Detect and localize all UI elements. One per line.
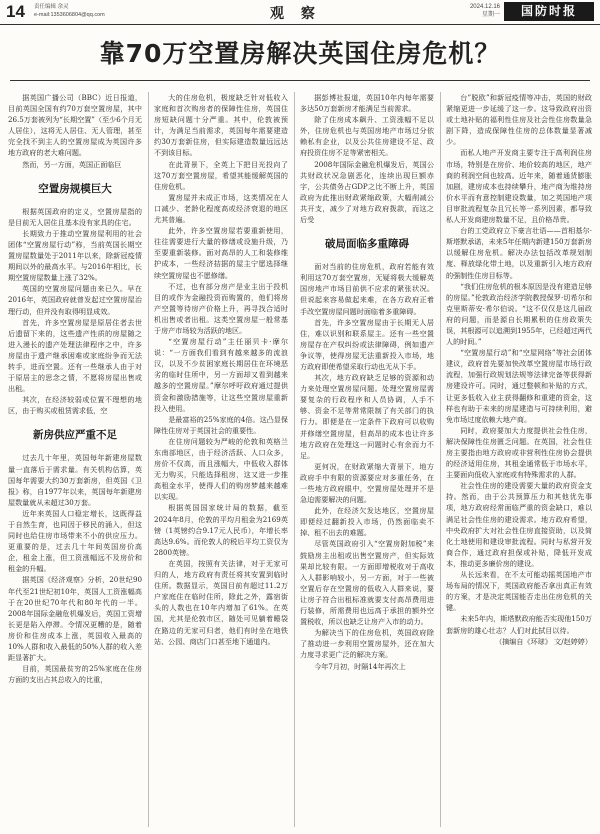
paragraph: “空置房屋行动”和“空屋网络”等社会团体建议，政府首先要加快改革空置房屋市场行政流程，加强行政规划法规等法律完备等获得新房建设许可。同时，通过整顿和补贴的方式，让更多低收入业主获得翻修和重建的资金，这样也有助于未来的房屋建造与可持续利用，避免市场过度依赖大地产商。 [446,348,592,424]
paragraph: 在住房问题较为严峻的伦敦和英格兰东南部地区，由于经济活跃、人口众多，房价不仅高，而且涨幅大，中低收入群体无力购买，只能选择租房，这又进一步推高租金水平，使得人们的购房梦越来越难以实现。 [154,436,288,502]
paragraph: 台的工党政府立下豪言壮语——首相基尔·斯塔默承诺，未来5年任期内新建150万套新房以缓解住房危机。解决办法包括改革规划制度、释放绿化带土地，以及重新引入地方政府的强制性住房目标等。 [446,226,592,280]
paragraph: 近年来英国人口稳定增长，这既得益于自然生育，也同因于移民的涌入，但这同时也给住房市场带来不小的供应压力。更重要的是，过去几十年间英国房价高企，租金上涨，但工资涨幅远不及房价和租金的升幅。 [8,508,142,574]
headline-rule [10,80,590,81]
issue-date-block [448,3,500,19]
editor-name: 责任编辑 余灵 [34,4,69,10]
paragraph: 在英国，按照有关法律，对于无家可归的人，地方政府有责任将其安置到临时住所。数据显示，英国目前有超过11.2万户家庭住在临时住所，除此之外，露宿街头的人数也在10年内增加了61%。在英国，尤其是伦敦市区，随处可见躺着睡袋在路边的无家可归者，他们有时坐在地铁站、公园、商店门口甚至地下通道内。 [154,558,288,646]
editor-info [34,3,105,19]
paragraph: 根据英国国家统计局的数据，截至2024年8月，伦敦的平均月租金为2169英镑（1英镑约合9.17元人民币），年增长率高达9.6%。而伦敦人的税后平均工资仅为2800英镑。 [154,503,288,557]
paragraph: 而私人地产开发商主要专注于高利润住房市场，特别是在房价、地价较高的地区，地产商的利润空间也较高。近年来，随着通货膨胀加剧，建房成本也持续攀升，地产商为维持房价水平而有意控制建设数量，加之英国地产项目审批流程复杂且冗长等一系列因素，都导致私人开发商建房数量不足，且价格昂贵。 [446,148,592,225]
paragraph: 首先，许多空置房屋由于长期无人居住，难以识别和联系屋主。还有一些空置房屋存在产权纠纷或法律障碍，例如遗产争议等，使得房屋无法重新投入市场，地方政府即使希望采取行动也无从下手。 [300,317,434,371]
column-divider [148,92,149,827]
paragraph: 不过，也有部分房产是业主出于投机目的或作为金融投资而购置的，他们将房产空置等待房产价格上升，再寻找合适时机出售或者出租。这类空置房屋一般常基于房产市场较为活跃的地区。 [154,281,288,335]
paragraph: 2008年国际金融危机爆发后，英国公共财政状况急剧恶化，连续出现巨额赤字，公共债务占GDP之比不断上升，英国政府为此推出财政紧缩政策，大幅削减公共开支，减少了对地方政府拨款，而这之后受 [300,159,434,225]
paragraph: 据英国广播公司（BBC）近日报道，目前英国全国有约70万套空置房屋，其中26.5万套被列为“长期空置”（至少6个月无人居住），这将无人居住、无人管理，甚至完全找不到主人的空置房屋成为英国许多地方政府的老大难问题。 [8,93,142,158]
article-column-1 [8,92,142,827]
paragraph: 英国的空置房屋问题由来已久。早在2016年，英国政府就曾发起过空置房屋治理行动，但并没有取得明显成效。 [8,284,142,316]
paragraph: 过去几十年里，英国每年新建房屋数量一直落后于需求量。有关机构估算，英国每年需要大约30万套新房，但英国《卫报》称，自1977年以来，英国每年新建房屋数量就从未超过30万套。 [8,453,142,507]
paragraph: 社会性住房的建设需要大量的政府资金支持。然而，由于公共预算压力和其他优先事项，地方政府经常面临严重的资金缺口，难以满足社会性住房的建设需求。地方政府希望，中央政府扩大对社会性住房直接资助，以及简化土地使用和建设审批流程。同时与私营开发商合作，通过政府担保或补贴，降低开发成本，推动更多廉价房的建设。 [446,481,592,568]
paragraph: 尽管英国政府引入“空置房附加税”来鼓励房主出租或出售空置房产，但实际效果却比较有限。一方面即增税收对于高收入人群影响较小，另一方面，对于一些被空置后存在空置房的低收入人群来说，要让房子符合出租标准就要支付高昂费用进行装修，所需费用也远高于承担的额外空置税收，所以也缺乏让房产入市的动力。 [300,539,434,627]
paragraph: 台”脱欧”和新冠疫情等冲击，英国的财政紧缩更进一步延缓了这一步。这导致政府出资或土地补贴的福利性住房及社会性住房数量急剧下降，造成保障性住房的总体数量显著减少。 [446,93,592,147]
paragraph: 然而，另一方面，英国正面临巨 [22,159,122,169]
newspaper-logo: 国防时报 [504,2,594,21]
paragraph: 此外，在经济欠发达地区，空置房屋即便经过翻新投入市场，仍然面临卖不掉、租不出去的难题。 [300,506,434,538]
paragraph: 为解决当下的住房危机，英国政府除了推动进一步利用空置房屋外，还在加大力度寻求更广泛的解决方案。 [300,628,434,660]
paragraph: 同时，政府要加大力度提供社会性住房，解决保障性住房匮乏问题。在英国，社会性住房主要指由地方政府或非营利性住房协会提供的经济适用住房，其租金通常低于市场水平，主要面向低收入家庭或有特殊需求的人群。 [446,425,592,480]
paragraph: 从长远来看，在不太可能动摇英国地产市场布局的情况下，英国政府能否拿出真正有效的方案，才是决定英国能否走出住房危机的关键。 [446,570,592,613]
paragraph: 首先，许多空置房屋是原居住者去世后遗留下来的，这些遗产性质的房屋随之进入漫长的遗产处理法律程序之中，许多房屋由于遗产继承困难或家庭纷争而无法转手，进而空置。还有一些继承人由于对于原居主的思念之情，不愿将房屋出售或出租。 [8,317,142,394]
subheading: 新房供应严重不足 [33,429,117,442]
paragraph: “空置房屋行动”主任丽贝卡·摩尔说：“一方面我们看到有越来越多的流浪汉，以及不少贫困家庭长期居住在环境恶劣的临时住所中，另一方面却又看到越来越多的空置房屋。”摩尔呼吁政府通过提供资金和激励措施等，让这些空置房屋重新投入使用。 [154,337,288,413]
paragraph: 长期致力于推动空置房屋利用的社会团体“空置房屋行动”称，当前英国长期空置房屋数量处于2011年以来，除新冠疫情期间以外的最高水平。与2016年相比，长期空置房屋数量上涨了32%。 [8,228,142,283]
paragraph: 除了住房成本飙升、工资涨幅不足以外，住房危机也与英国房地产市场过分依赖私有企业，以及公共住房建设不足、政府投资住房不足等紧密相关。 [300,115,434,158]
paragraph: 其次，地方政府缺乏足够的资源和动力来处理空置房屋问题。处理空置房屋需要复杂的行政程序和人员协调，人手不够、资金不足等常常限制了有关部门的执行力。即便是在一定条件下政府可以收购并修缮空置房屋，但高昂的成本也让许多地方政府在处理这一问题时心有余而力不足。 [300,373,434,460]
paragraph: 其次，在经济较弱或位置不理想的地区，由于购买或租赁需求低，空 [8,395,142,416]
article-column-3 [300,92,434,827]
paragraph: 面对当前的住房危机，政府若能有效利用这70万套空置房，无疑将极大缓解英国房地产市场目前供不应求的紧张状况。但说起来容易做起来难，在各方政府正着手改空置房屋问题时面临着多重障碍。 [300,262,434,316]
article-column-2 [154,92,288,827]
article-headline: 靠70万空置房解决英国住房危机？ [99,39,501,68]
page-number: 14 [6,2,25,21]
paragraph: 未来5年内，斯塔默政府能否实现他150万套新房的雄心壮志？人们对此拭目以待。 [446,614,592,635]
paragraph: 此外，许多空置房屋若要重新使用，往往需要进行大量的修缮或设施升级，乃至要重新装修。面对高昂的人工和装修维护成本，一些经济拮据的屋主宁愿选择继续空置房屋也不愿修缮。 [154,226,288,280]
issue-date: 2024.12.16 [469,4,500,10]
paragraph: 根据英国政府的定义，空置房屋指的是目前无人居住且基本没有家具的住宅。 [8,206,142,227]
subheading: 破局面临多重障碍 [325,238,409,251]
section-title: 观 察 [270,6,321,22]
paragraph: 目前，英国最贫穷的25%家庭在住房方面的支出占其总收入的比重， [8,664,142,685]
issue-weekday: 星期一 [481,12,500,18]
column-divider [440,92,441,827]
paragraph: 是最富裕的25%家庭的4倍。这凸显保障性住房对于英国社会的重要性。 [154,414,288,435]
article-source: （摘编自《环球》 文/赵婷婷） [495,636,592,646]
paragraph: 今年7月初，时隔14年再次上 [314,661,406,671]
paragraph: 据彭博社报道，英国10年内每年需要多达50万套新房才能满足当前需求。 [300,93,434,114]
editor-email: e-mail:1353606804@qq.com [34,12,105,18]
paragraph: 在此背景下，全英上下把目光投向了这70万套空置房屋，希望其能缓解英国的住房危机。 [154,159,288,191]
subheading: 空置房规模巨大 [38,182,112,195]
paragraph: 大的住房危机，极度缺乏针对低收入家庭和首次购房者的保障性住房，英国住房短缺问题十分严重。其中，伦敦被预计，为满足当前需求，英国每年需要建造约30万套新住房，但实际建造数量远远达不到该目标。 [154,93,288,158]
article-column-4 [446,92,592,827]
column-divider [294,92,295,827]
paragraph: 置房屋并未成正市场，这类情况在人口减少、老龄化程度高或经济衰退的地区尤其普遍。 [154,192,288,225]
paragraph: 据英国《经济观察》分析，20世纪90年代至21世纪初10年，英国人工资涨幅高于在20世纪70年代和80年代的一半。2008年国际金融危机爆发后，英国工资增长更是陷入停滞。令情况更糟的是，随着房价和住房成本上涨，英国收入最高的10%人群和收入最低的50%人群的收入差距显著扩大。 [8,575,142,663]
paragraph: “我们住房危机的根本原因是没有建造足够的房屋。”伦敦政治经济学院教授保罗·切希尔和克里斯蒂安·希尔伯说。“这不仅仅是这几届政府的问题，而是源自长期累积的住房政策失误，其根源可以追溯到1955年，已经超过两代人的时间。” [446,281,592,347]
paragraph: 更何况，在财政紧缩大背景下，地方政府手中有限的资源要应对多重任务，在一些地方政府眼中，空置房屋处理并不是急迫需要解决的问题。 [300,461,434,505]
page-header [0,0,600,25]
